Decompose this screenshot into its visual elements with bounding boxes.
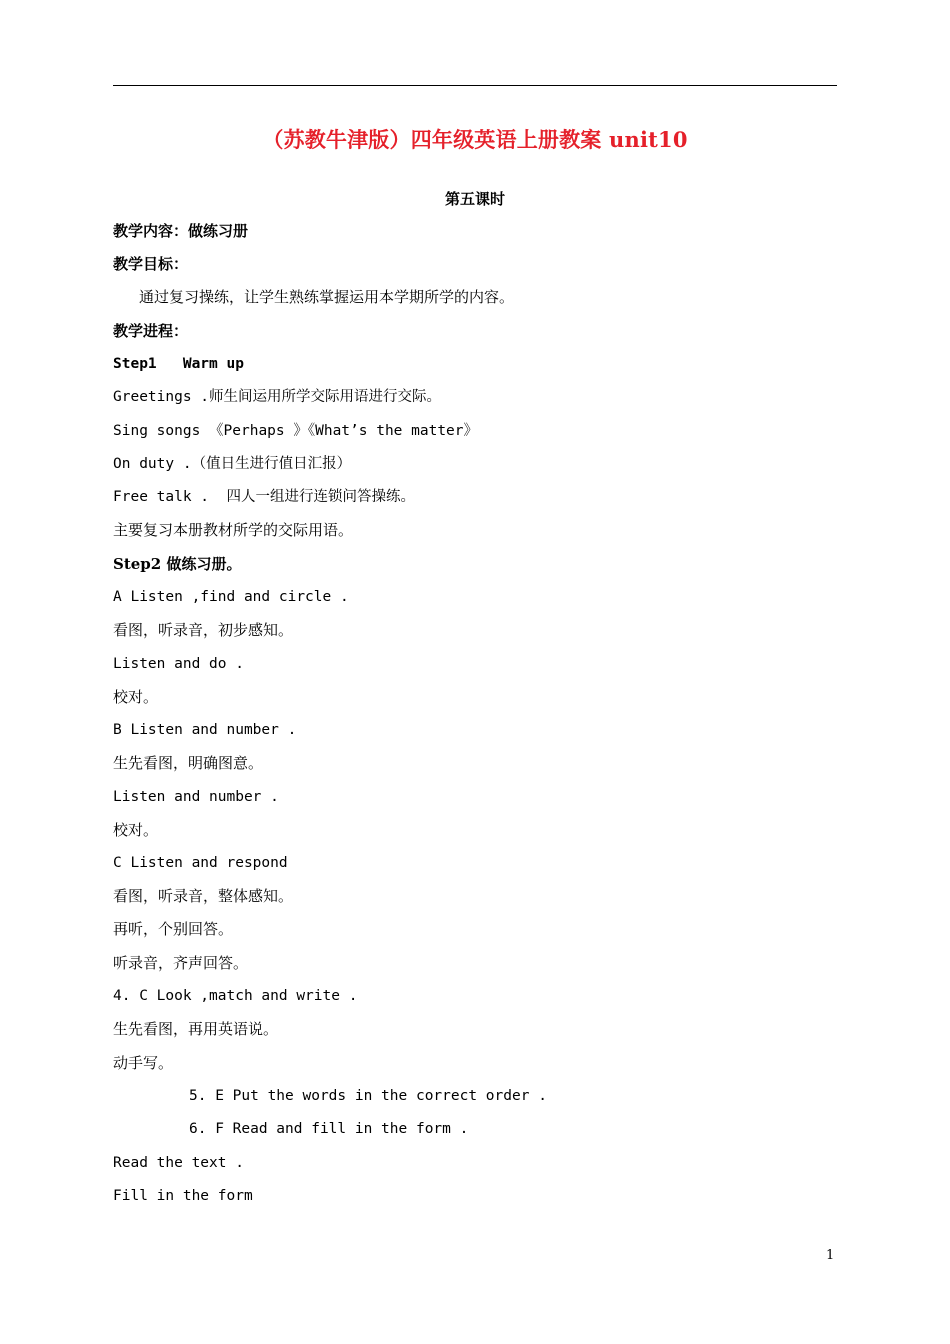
text-line: 主要复习本册教材所学的交际用语。 — [113, 521, 354, 539]
text-line: Fill in the form — [113, 1188, 253, 1204]
text-line: 生先看图，再用英语说。 — [113, 1020, 279, 1038]
text-line: Free talk . 四人一组进行连锁问答操练。 — [113, 489, 415, 505]
teaching-goal-heading: 教学目标： — [113, 255, 189, 273]
text-line: 5. E Put the words in the correct order . — [189, 1088, 547, 1104]
text-line: 校对。 — [113, 821, 159, 839]
text-line: C Listen and respond — [113, 855, 288, 871]
text-line: 6. F Read and fill in the form . — [189, 1121, 469, 1137]
text-line: 看图，听录音，初步感知。 — [113, 621, 294, 639]
text-line: 看图，听录音，整体感知。 — [113, 887, 294, 905]
text-line: 生先看图，明确图意。 — [113, 754, 264, 772]
step2-heading: Step2 做练习册。 — [113, 555, 242, 573]
page-number: 1 — [826, 1248, 835, 1263]
text-line: 听录音，齐声回答。 — [113, 954, 249, 972]
text-line: Read the text . — [113, 1155, 244, 1171]
text-line: 再听，个别回答。 — [113, 920, 234, 938]
text-line: 4. C Look ,match and write . — [113, 988, 358, 1004]
document-title: （苏教牛津版）四年级英语上册教案 unit10 — [262, 127, 688, 152]
header-rule — [113, 85, 837, 86]
text-line: On duty .（值日生进行值日汇报） — [113, 456, 352, 472]
text-line: B Listen and number . — [113, 722, 297, 738]
text-line: Listen and do . — [113, 656, 244, 672]
text-line: Listen and number . — [113, 789, 279, 805]
text-line: Greetings .师生间运用所学交际用语进行交际。 — [113, 389, 442, 405]
text-line: A Listen ,find and circle . — [113, 589, 349, 605]
step1-heading: Step1 Warm up — [113, 356, 244, 372]
teaching-content-line: 教学内容：做练习册 — [113, 222, 249, 240]
teaching-process-heading: 教学进程： — [113, 322, 189, 340]
text-line: Sing songs 《Perhaps 》《What’s the matter》 — [113, 423, 479, 439]
text-line: 动手写。 — [113, 1054, 174, 1072]
lesson-subtitle: 第五课时 — [444, 190, 505, 208]
teaching-goal-text: 通过复习操练，让学生熟练掌握运用本学期所学的内容。 — [139, 288, 515, 306]
text-line: 校对。 — [113, 688, 159, 706]
